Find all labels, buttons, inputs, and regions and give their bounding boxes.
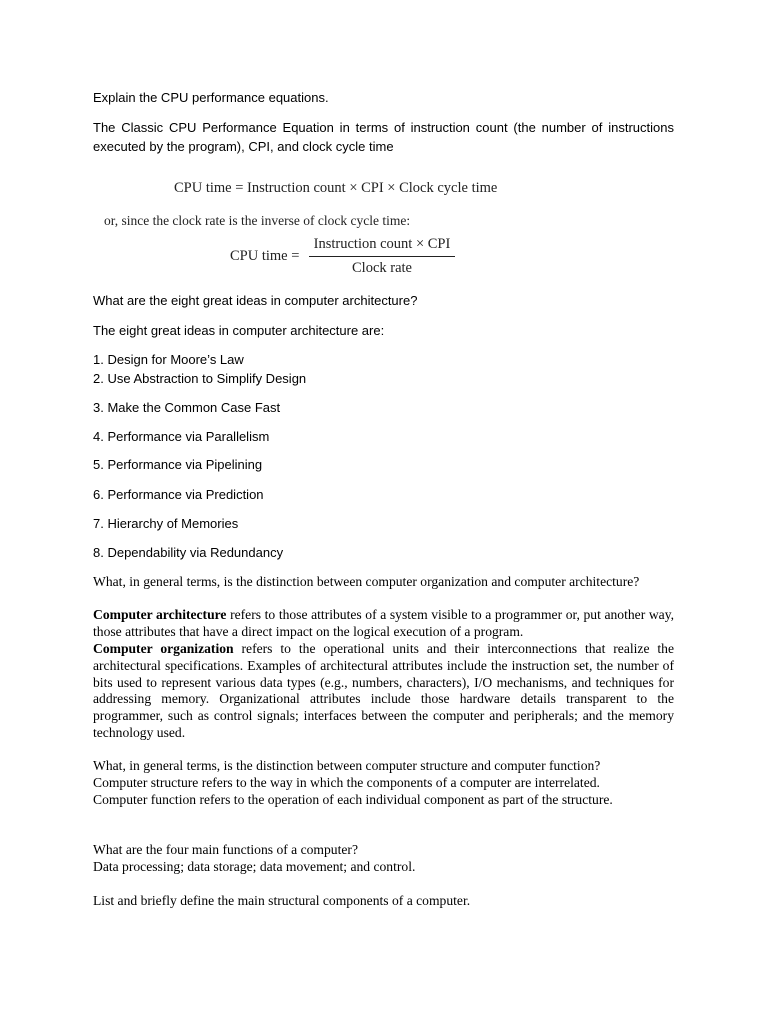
- q6-question: List and briefly define the main structural components of a computer.: [93, 893, 471, 908]
- q3-question: What, in general terms, is the distinction between computer organization and computer architecture?: [93, 574, 640, 589]
- q2-question: What are the eight great ideas in computer architecture?: [93, 293, 418, 308]
- architecture-definition: refers to those attributes of a system visible to a programmer or, put another way, those attributes that have a direct impact on the logical execution of a program.: [93, 607, 675, 639]
- q4-function: Computer function refers to the operation of each individual component as part of the structure.: [93, 792, 613, 807]
- list-item: 6. Performance via Prediction: [93, 487, 264, 502]
- equation-denominator: Clock rate: [352, 260, 412, 276]
- equation-fraction: [309, 236, 455, 277]
- q4-structure: Computer structure refers to the way in which the components of a computer are interrelated.: [93, 775, 600, 790]
- q5-question: What are the four main functions of a computer?: [93, 842, 358, 857]
- equation-note: or, since the clock rate is the inverse of clock cycle time:: [104, 213, 411, 228]
- q1-question: Explain the CPU performance equations.: [93, 90, 329, 105]
- q5-answer: Data processing; data storage; data movement; and control.: [93, 859, 416, 874]
- q3-organization-paragraph: [93, 641, 674, 742]
- list-item: 3. Make the Common Case Fast: [93, 400, 281, 415]
- q4-question: What, in general terms, is the distinction between computer structure and computer function?: [93, 758, 601, 773]
- list-item: 2. Use Abstraction to Simplify Design: [93, 371, 307, 386]
- q1-answer: The Classic CPU Performance Equation in terms of instruction count (the number of instructions executed by the program), CPI, and clock cycle time: [93, 120, 674, 154]
- organization-definition: refers to the operational units and their interconnections that realize the architectural specifications. Examples of architectural attributes include the instruction set, the number of bits used to represent various data types (e.g., numbers, characters), I/O mechanisms, and techniques for addressing memory. Organizational attributes include those hardware details transparent to the programmer, such as control signals; interfaces between the computer and peripherals; and the memory technology used.: [93, 641, 675, 740]
- equation-numerator: Instruction count × CPI: [309, 236, 455, 257]
- list-item: 1. Design for Moore’s Law: [93, 352, 244, 367]
- architecture-term: Computer architecture: [93, 607, 227, 622]
- list-item: 8. Dependability via Redundancy: [93, 545, 284, 560]
- equation-cpu-time: CPU time = Instruction count × CPI × Clock cycle time: [174, 180, 498, 196]
- list-item: 7. Hierarchy of Memories: [93, 516, 239, 531]
- q3-architecture-paragraph: [93, 607, 674, 641]
- organization-term: Computer organization: [93, 641, 234, 656]
- list-item: 5. Performance via Pipelining: [93, 457, 263, 472]
- list-item: 4. Performance via Parallelism: [93, 429, 270, 444]
- q2-intro: The eight great ideas in computer architecture are:: [93, 323, 385, 338]
- equation-lhs: CPU time =: [230, 248, 300, 264]
